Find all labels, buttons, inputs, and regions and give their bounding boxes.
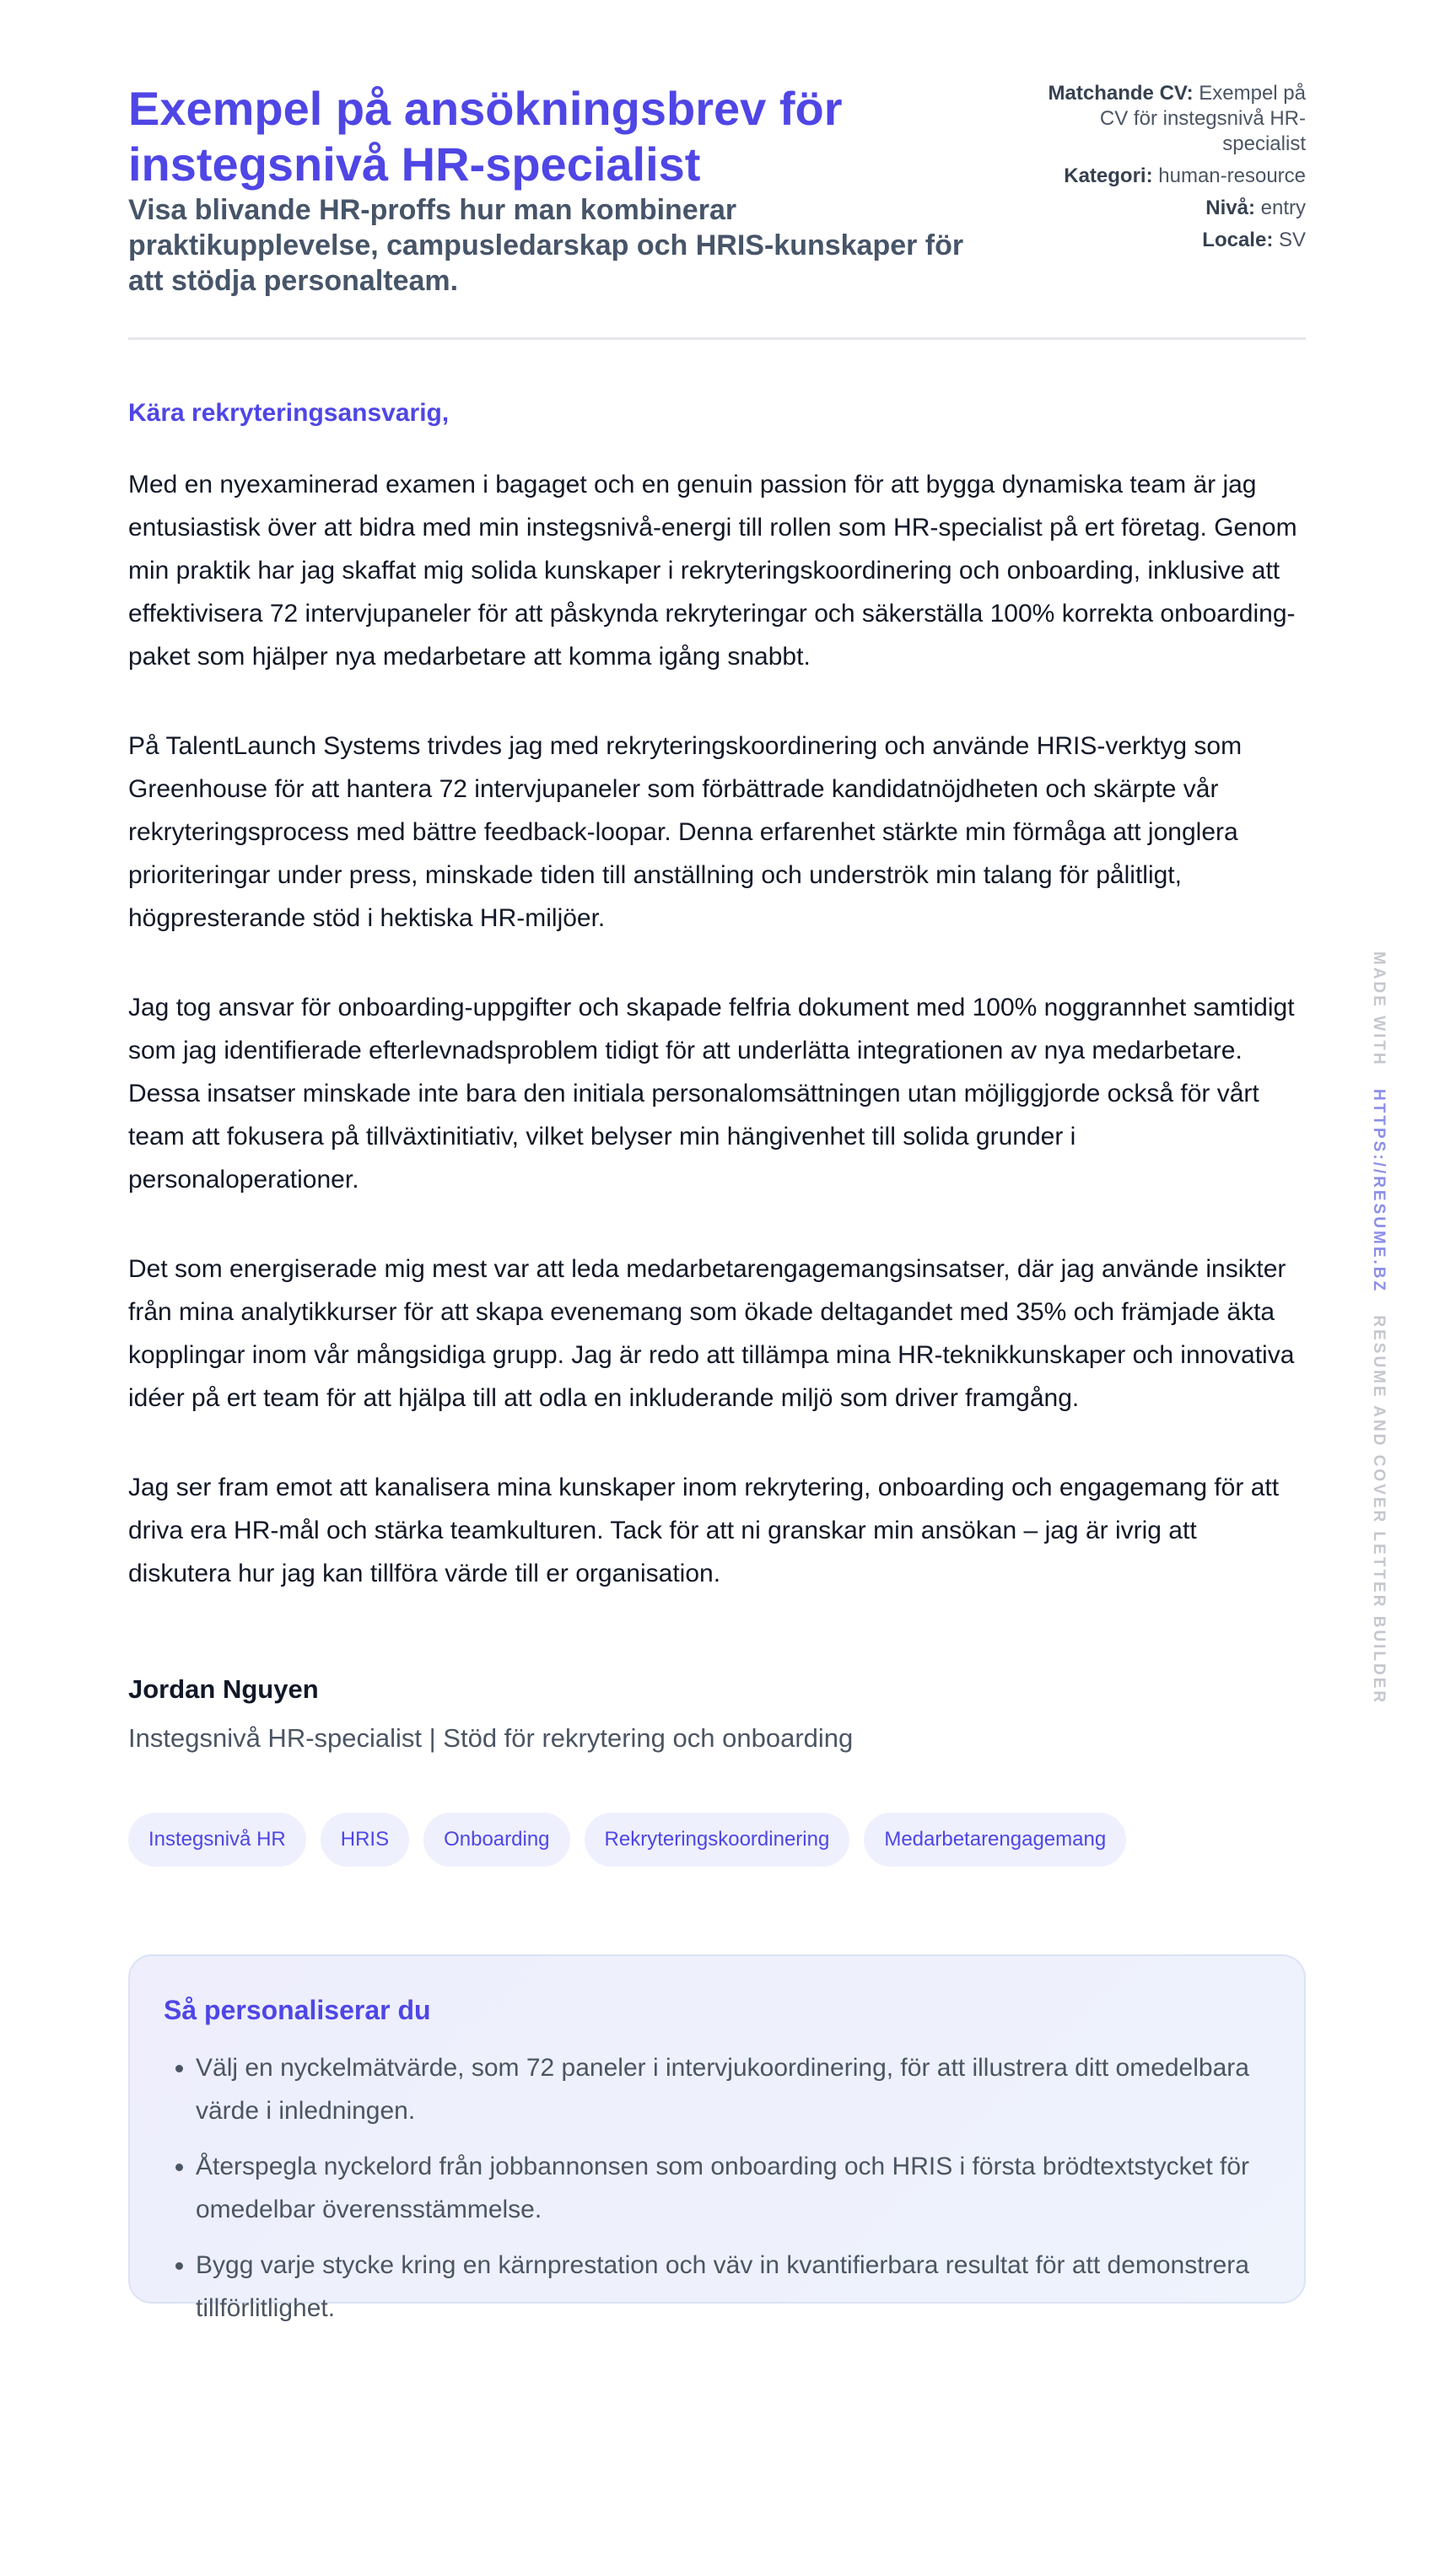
page-title: Exempel på ansökningsbrev för instegsnivå HR-specialist — [128, 82, 843, 191]
tag-list — [128, 1813, 1306, 1867]
side-banner-text — [1369, 951, 1388, 1705]
side-banner-suffix: RESUME AND COVER LETTER BUILDER — [1370, 1315, 1388, 1706]
meta-category — [1036, 164, 1306, 189]
tag-chip[interactable]: Rekryteringskoordinering — [585, 1813, 850, 1867]
letter-greeting: Kära rekryteringsansvarig, — [128, 399, 450, 427]
letter-paragraph: Det som energiserade mig mest var att leda medarbetarengagemangsinsatser, där jag använde insikter från mina analytikkurser för att skapa evenemang som ökade deltagandet med 35% och främjade äkta kopplingar inom vår mångsidiga grupp. Jag är redo att tillämpa mina HR-teknikkunskaper och innovativa idéer på ert team för att hjälpa till att odla en inkluderande miljö som driver framgång. — [128, 1255, 1295, 1412]
meta-locale — [1036, 228, 1306, 253]
meta-locale-label: Locale: — [1202, 229, 1274, 251]
tips-title: Så personaliserar du — [164, 1995, 431, 2025]
signature-block — [128, 1674, 1306, 1754]
letter-header — [128, 0, 1306, 340]
header-titles — [128, 81, 989, 299]
page-subtitle: Visa blivande HR-proffs hur man kombinerar praktikupplevelse, campusledarskap och HRIS-kunskaper för att stödja personalteam. — [128, 194, 964, 297]
letter-body — [128, 463, 1306, 1595]
tag-chip[interactable]: Instegsnivå HR — [128, 1813, 306, 1867]
signature-title: Instegsnivå HR-specialist | Stöd för rekrytering och onboarding — [128, 1723, 854, 1753]
meta-locale-value: SV — [1278, 229, 1306, 251]
letter-paragraph: Jag ser fram emot att kanalisera mina kunskaper inom rekrytering, onboarding och engagemang för att driva era HR-mål och stärka teamkulturen. Tack för att ni granskar min ansökan – jag är ivrig att diskutera hur jag kan tillföra värde till er organisation. — [128, 1474, 1280, 1587]
signature-name: Jordan Nguyen — [128, 1674, 319, 1704]
side-banner-prefix: MADE WITH — [1370, 951, 1388, 1067]
meta-info — [1036, 81, 1306, 260]
tip-item: • Bygg varje stycke kring en kärnprestation och väv in kvantifierbara resultat för att demonstrera tillförlitlighet. — [196, 2244, 1270, 2330]
meta-category-label: Kategori: — [1064, 164, 1153, 187]
tag-chip[interactable]: HRIS — [321, 1813, 409, 1867]
side-banner-link[interactable]: HTTPS://RESUME.BZ — [1370, 1089, 1388, 1294]
letter-paragraph: På TalentLaunch Systems trivdes jag med rekryteringskoordinering och använde HRIS-verktyg som Greenhouse för att hantera 72 intervjupaneler som förbättrade kandidatnöjdheten och skärpte vår rekryteringsprocess med bättre feedback-loopar. Denna erfarenhet stärkte min förmåga att jonglera prioriteringar under press, minskade tiden till anställning och underströk min talang för pålitligt, högpresterande stöd i hektiska HR-miljöer. — [128, 732, 1243, 932]
tag-chip[interactable]: Medarbetarengagemang — [864, 1813, 1126, 1867]
side-banner — [1367, 951, 1388, 1706]
letter-paragraph: Jag tog ansvar för onboarding-uppgifter och skapade felfria dokument med 100% noggrannhet samtidigt som jag identifierade efterlevnadsproblem tidigt för att underlätta integrationen av nya medarbetare. Dessa insatser minskade inte bara den initiala personalomsättningen utan möjliggjorde också för vårt team att fokusera på tillväxtinitiativ, vilket belyser min hängivenhet till solida grunder i personaloperationer. — [128, 994, 1295, 1194]
meta-level-value: entry — [1260, 197, 1306, 219]
meta-matching-cv-label: Matchande CV: — [1048, 82, 1194, 105]
personalization-tips-card — [128, 1954, 1306, 2322]
meta-level-label: Nivå: — [1205, 197, 1255, 219]
tag-chip[interactable]: Onboarding — [423, 1813, 569, 1867]
meta-matching-cv-value[interactable]: Exempel på CV för instegsnivå HR-specialist — [1099, 82, 1306, 155]
cover-letter-page — [128, 0, 1306, 2322]
letter-paragraph: Med en nyexaminerad examen i bagaget och en genuin passion för att bygga dynamiska team är jag entusiastisk över att bidra med min instegsnivå-energi till rollen som HR-specialist på ert företag. Genom min praktik har jag skaffat mig solida kunskaper i rekryteringskoordinering och onboarding, inklusive att effektivisera 72 intervjupaneler för att påskynda rekryteringar och säkerställa 100% korrekta onboarding-paket som hjälper nya medarbetare att komma igång snabbt. — [128, 471, 1297, 671]
tips-list — [164, 2046, 1270, 2330]
meta-category-value: human-resource — [1158, 164, 1306, 187]
tip-item: • Välj en nyckelmätvärde, som 72 paneler i intervjukoordinering, för att illustrera ditt omedelbara värde i inledningen. — [196, 2046, 1270, 2132]
meta-level — [1036, 196, 1306, 221]
meta-matching-cv — [1036, 81, 1306, 157]
tip-item: • Återspegla nyckelord från jobbannonsen som onboarding och HRIS i första brödtextstycket för omedelbar överensstämmelse. — [196, 2145, 1270, 2231]
